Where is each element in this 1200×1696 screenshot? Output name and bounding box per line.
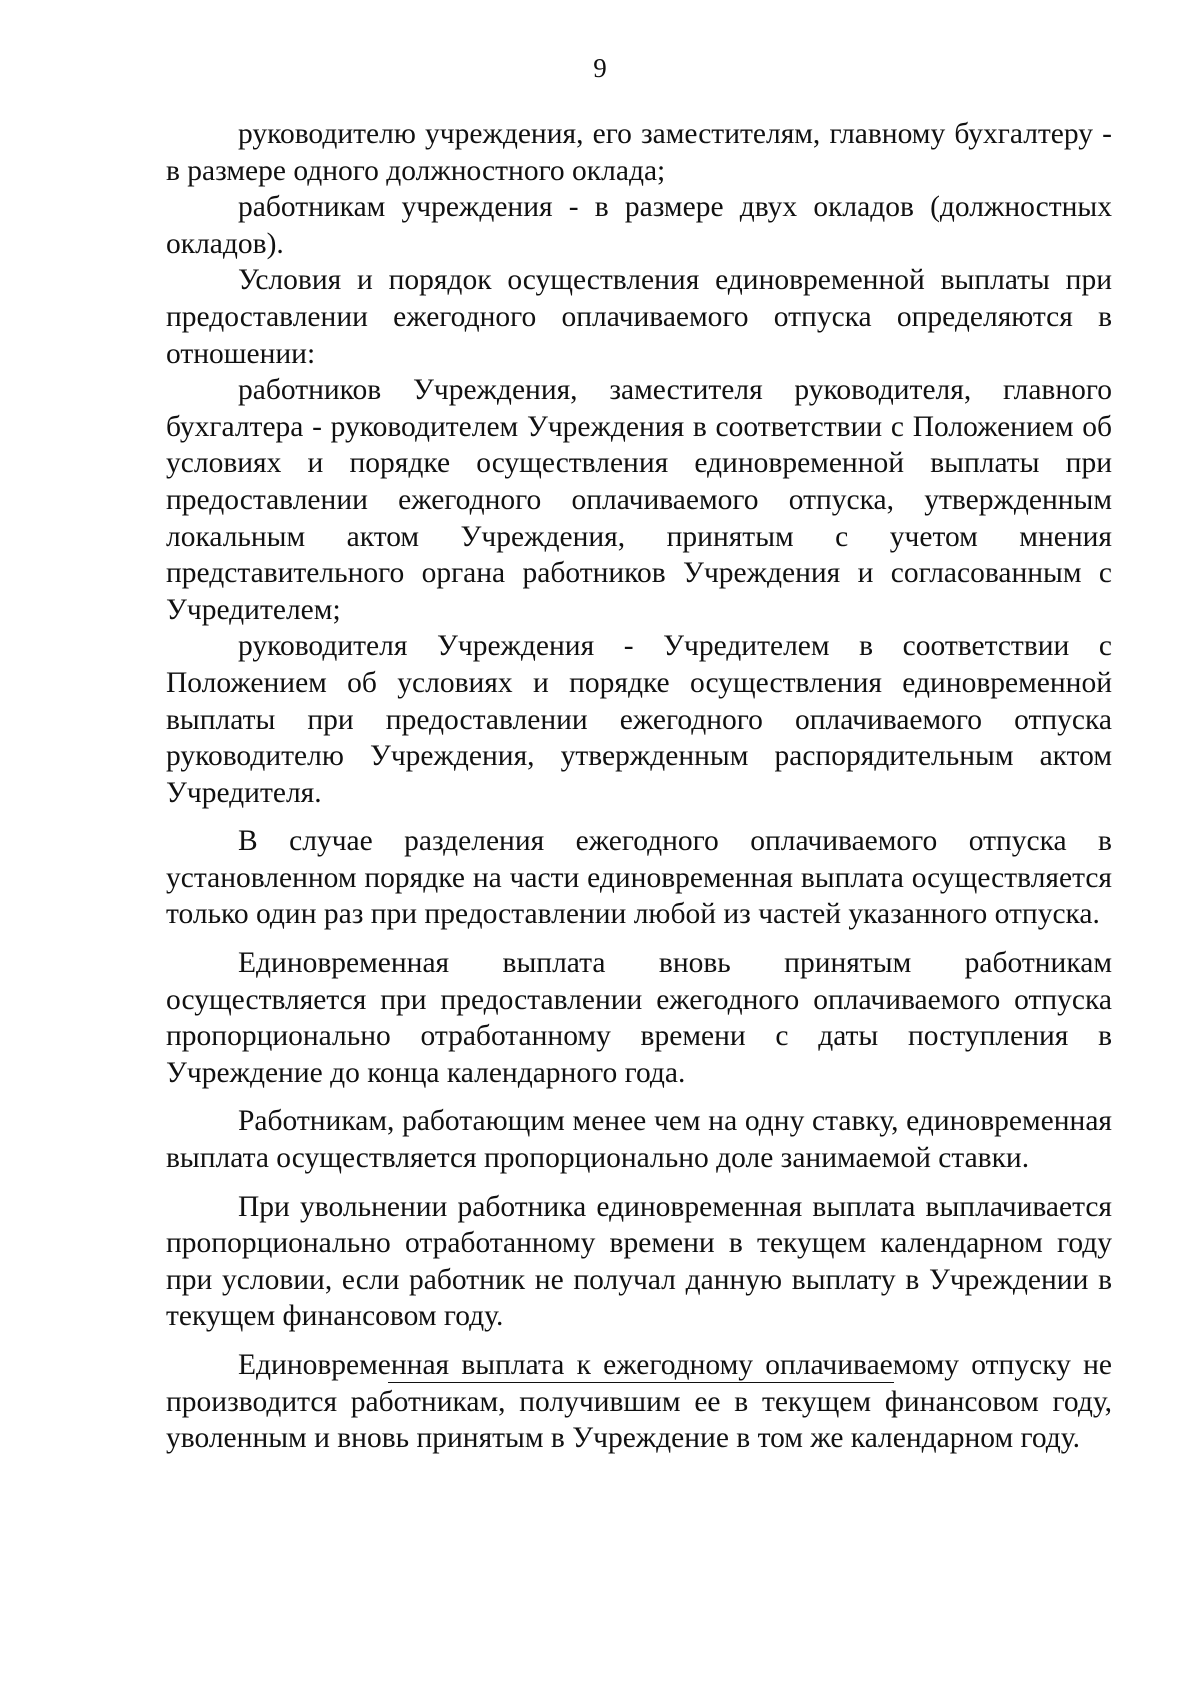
- paragraph-exclusion: Единовременная выплата к ежегодному оплачиваемому отпуску не производится работникам, получившим ее в текущем финансовом году, уволенным и вновь принятым в Учреждение в том же календарном году.: [166, 1349, 1112, 1455]
- page-number: 9: [593, 53, 607, 83]
- paragraph-dismissal: При увольнении работника единовременная выплата выплачивается пропорционально отработанному времени в текущем календарном году при условии, если работник не получал данную выплату в Учреждении в текущем финансовом году.: [166, 1190, 1112, 1333]
- paragraph-conditions: Условия и порядок осуществления единовременной выплаты при предоставлении ежегодного оплачиваемого отпуска определяются в отношении:: [166, 264, 1112, 370]
- paragraph-vacation-split: В случае разделения ежегодного оплачиваемого отпуска в установленном порядке на части единовременная выплата осуществляется только один раз при предоставлении любой из частей указанного отпуска.: [166, 825, 1112, 931]
- paragraph-workers-salary: работникам учреждения - в размере двух окладов (должностных окладов).: [166, 191, 1112, 260]
- paragraph-new-workers: Единовременная выплата вновь принятым работникам осуществляется при предоставлении ежегодного оплачиваемого отпуска пропорционально отработанному времени с даты поступления в Учреждение до конца календарного года.: [166, 947, 1112, 1089]
- document-body: [166, 116, 1112, 1457]
- paragraph-head-salary: руководителю учреждения, его заместителям, главному бухгалтеру - в размере одного должностного оклада;: [166, 118, 1112, 187]
- paragraph-part-time: Работникам, работающим менее чем на одну ставку, единовременная выплата осуществляется пропорционально доле занимаемой ставки.: [166, 1105, 1112, 1175]
- paragraph-head-regulation: руководителя Учреждения - Учредителем в соответствии с Положением об условиях и порядке осуществления единовременной выплаты при предоставлении ежегодного оплачиваемого отпуска руководителю Учреждения, утвержденным распорядительным актом Учредителя.: [166, 630, 1112, 809]
- closing-rule-divider: [388, 1382, 894, 1383]
- paragraph-workers-regulation: работников Учреждения, заместителя руководителя, главного бухгалтера - руководителем Учреждения в соответствии с Положением об условиях и порядке осуществления единовременной выплаты при предоставлении ежегодного оплачиваемого отпуска, утвержденным локальным актом Учреждения, принятым с учетом мнения представительного органа работников Учреждения и согласованным с Учредителем;: [166, 374, 1112, 626]
